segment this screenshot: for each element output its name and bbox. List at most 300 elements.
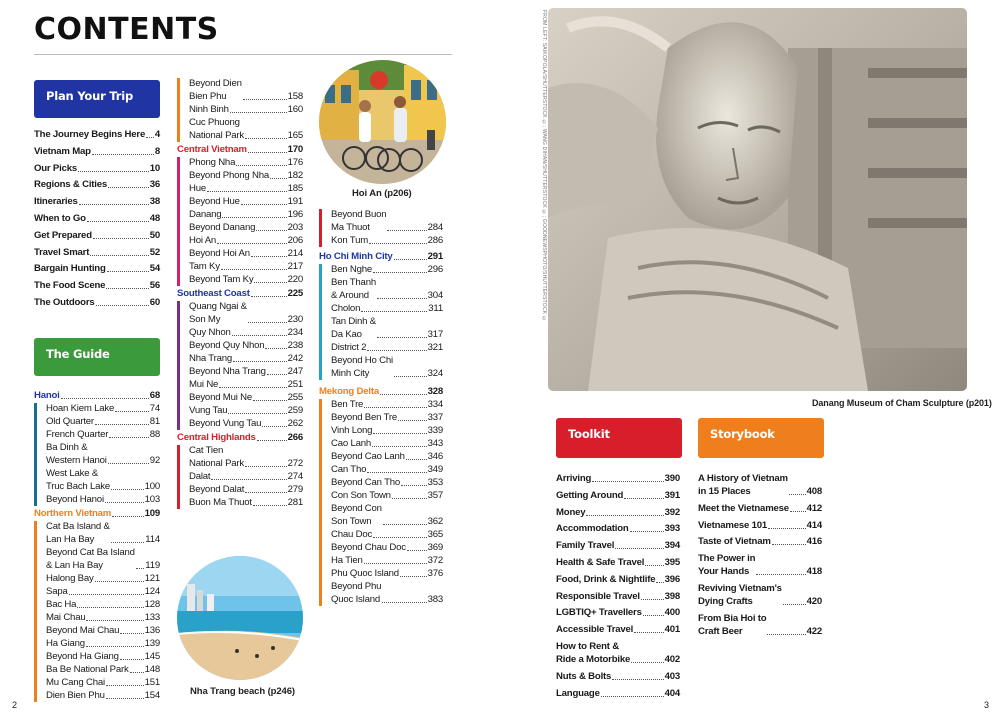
toc-entry-page: 8 (154, 145, 160, 157)
leader-dots (400, 576, 427, 577)
toc-entry (331, 424, 443, 437)
leader-dots (265, 348, 286, 349)
toc-entry (34, 195, 160, 208)
leader-dots (232, 335, 287, 336)
toc-entry-page: 349 (427, 464, 443, 475)
toc-entry-page: 182 (287, 170, 303, 181)
toc-entry-page: 343 (427, 438, 443, 449)
toc-entry-page: 372 (427, 555, 443, 566)
toc-entry-page: 74 (149, 403, 160, 414)
leader-dots (61, 398, 149, 399)
toc-entry-page: 230 (287, 314, 303, 325)
toc-entry (698, 472, 822, 498)
toc-entry-page: 114 (145, 534, 160, 545)
toc-entry-label: Beyond Nha Trang (189, 366, 266, 377)
photo-credit: FROM LEFT: SAIKOPOLA/SHUTTERSTOCK ©; WANG DIHAN/SHUTTERSTOCK ©; GOODNEWSPHOTO/SHUTTERSTOCK © (541, 10, 547, 322)
toc-entry (556, 522, 680, 535)
leader-dots (107, 271, 149, 272)
leader-dots (86, 646, 144, 647)
leader-dots (120, 659, 144, 660)
toc-entry-label: LGBTIQ+ Travellers (556, 607, 642, 619)
toc-entry (189, 326, 303, 339)
toc-entry-label: Mui Ne (189, 379, 219, 390)
toc-entry (556, 506, 680, 519)
toc-entry-page: 324 (427, 368, 443, 379)
toc-entry-page: 274 (287, 471, 303, 482)
leader-dots (254, 282, 286, 283)
toc-entry-label: Beyond Con Son Town (331, 503, 382, 527)
toc-entry-label: How to Rent & Ride a Motorbike (556, 641, 631, 665)
toc-entry-label: Quang Ngai & Son My (189, 301, 247, 325)
toc-entry-page: 160 (287, 104, 303, 115)
leader-dots (106, 698, 144, 699)
toc-entry (331, 476, 443, 489)
toc-entry (556, 573, 680, 586)
leader-dots (257, 440, 287, 441)
toc-entry (189, 391, 303, 404)
toc-entry-page: 398 (664, 590, 680, 602)
toc-entry (189, 156, 303, 169)
toc-entry (556, 670, 680, 683)
toc-entry-label: Vung Tau (189, 405, 228, 416)
toc-entry (189, 195, 303, 208)
nha-trang-photo (177, 556, 303, 680)
leader-dots (256, 230, 286, 231)
toc-entry (698, 552, 822, 578)
toc-entry-page: 317 (427, 329, 443, 340)
toc-entry-page: 145 (144, 651, 160, 662)
toc-entry (331, 276, 443, 302)
storybook-heading: Storybook (698, 418, 824, 458)
toc-entry-label: A History of Vietnam in 15 Places (698, 473, 788, 497)
toc-entry-page: 279 (287, 484, 303, 495)
toc-entry-page: 10 (149, 162, 160, 174)
leader-dots (92, 154, 154, 155)
toc-entry (331, 567, 443, 580)
leader-dots (382, 602, 426, 603)
leader-dots (377, 298, 427, 299)
toc-entry-page: 394 (664, 540, 680, 552)
left-page-number: 2 (12, 700, 18, 710)
toc-entry-label: Central Highlands (177, 432, 256, 443)
leader-dots (222, 217, 286, 218)
toc-entry-page: 304 (427, 290, 443, 301)
toc-entry-label: Ben Thanh & Around (331, 277, 376, 301)
toc-entry (331, 528, 443, 541)
toc-entry (34, 145, 160, 158)
leader-dots (656, 582, 663, 583)
toc-entry (189, 208, 303, 221)
toc-entry-label: Central Vietnam (177, 144, 247, 155)
toc-entry (698, 582, 822, 608)
toc-entry-page: 242 (287, 353, 303, 364)
toc-entry-page: 365 (427, 529, 443, 540)
toc-entry-page: 402 (664, 654, 680, 665)
leader-dots (248, 322, 287, 323)
leader-dots (109, 437, 148, 438)
toc-entry (189, 116, 303, 142)
toc-entry-page: 60 (149, 297, 160, 308)
toc-entry (189, 352, 303, 365)
toc-entry-page: 396 (664, 573, 680, 585)
leader-dots (772, 544, 806, 545)
leader-dots (586, 515, 663, 516)
leader-dots (219, 387, 286, 388)
toc-entry-label: Tam Ky (189, 261, 220, 272)
cham-sculpture-icon (548, 8, 967, 391)
nha-trang-beach-icon (177, 556, 303, 680)
toc-entry-label: Arriving (556, 473, 592, 484)
toc-entry-label: The Journey Begins Here (34, 129, 146, 140)
toc-entry-label: Beyond Dalat (189, 484, 245, 495)
toc-entry (46, 467, 160, 493)
toc-entry-label: The Outdoors (34, 297, 95, 308)
nha-trang-caption: Nha Trang beach (p246) (190, 686, 295, 697)
toc-entry (556, 489, 680, 502)
toc-entry-page: 50 (149, 229, 160, 241)
toc-entry-page: 403 (664, 670, 680, 682)
toc-entry (189, 483, 303, 496)
toc-entry (189, 339, 303, 352)
toc-entry (189, 273, 303, 286)
toc-entry-label: Cat Ba Island & Lan Ha Bay (46, 521, 110, 545)
leader-dots (406, 459, 427, 460)
toc-entry-label: Beyond Dien Bien Phu (189, 78, 242, 102)
toc-entry-page: 262 (287, 418, 303, 429)
toc-entry-page: 234 (287, 327, 303, 338)
region-heading (177, 287, 303, 300)
toc-entry-label: Travel Smart (34, 246, 90, 258)
toc-entry-label: Beyond Phong Nha (189, 170, 270, 181)
toc-entry-page: 203 (287, 222, 303, 233)
toc-entry-label: Beyond Mai Chau (46, 625, 120, 636)
toc-entry-page: 109 (144, 508, 160, 519)
toc-entry-label: Mekong Delta (319, 386, 379, 397)
toc-entry-page: 48 (149, 213, 160, 224)
toc-entry-page: 337 (427, 412, 443, 423)
leader-dots (105, 502, 144, 503)
toc-entry-label: From Bia Hoi to Craft Beer (698, 612, 767, 637)
toc-entry (698, 519, 822, 532)
toc-entry (331, 411, 443, 424)
toc-entry-page: 119 (145, 560, 160, 571)
toc-entry-label: Con Son Town (331, 490, 391, 501)
leader-dots (394, 259, 427, 260)
leader-dots (106, 288, 148, 289)
leader-dots (86, 620, 143, 621)
leader-dots (364, 407, 426, 408)
toc-entry-label: Beyond Hoi An (189, 248, 250, 259)
toc-entry-page: 238 (287, 340, 303, 351)
leader-dots (211, 479, 286, 480)
toc-entry (189, 470, 303, 483)
leader-dots (243, 99, 287, 100)
leader-dots (217, 243, 287, 244)
toc-entry-page: 92 (149, 455, 160, 466)
toc-entry-page: 284 (427, 222, 443, 233)
leader-dots (112, 516, 143, 517)
toc-entry (331, 398, 443, 411)
toc-entry-label: Responsible Travel (556, 590, 640, 602)
toc-entry (331, 315, 443, 341)
toc-entry (331, 354, 443, 380)
toc-entry-page: 311 (428, 303, 443, 314)
toc-entry-page: 128 (144, 599, 160, 610)
toc-entry-page: 362 (427, 516, 443, 527)
leader-dots (601, 696, 664, 697)
toc-entry (46, 585, 160, 598)
toc-entry-page: 400 (664, 607, 680, 619)
toc-entry-page: 103 (144, 494, 160, 505)
toc-entry (46, 676, 160, 689)
toc-entry-page: 176 (287, 157, 303, 168)
toc-entry (46, 428, 160, 441)
leader-dots (245, 466, 287, 467)
toc-entry (698, 502, 822, 515)
leader-dots (111, 542, 145, 543)
toc-entry (189, 365, 303, 378)
toc-entry (556, 640, 680, 666)
toc-entry-label: Dien Bien Phu (46, 690, 105, 701)
toc-entry-label: Hoan Kiem Lake (46, 403, 115, 414)
toc-entry-page: 191 (287, 196, 303, 207)
leader-dots (592, 481, 663, 482)
toc-entry-page: 54 (149, 263, 160, 275)
leader-dots (87, 221, 149, 222)
region-color-bar (319, 399, 322, 606)
leader-dots (228, 413, 286, 414)
toc-entry-label: Danang (189, 209, 222, 220)
toc-entry (34, 279, 160, 292)
leader-dots (641, 599, 664, 600)
toc-entry (556, 472, 680, 485)
toc-entry-page: 148 (144, 664, 160, 675)
toc-entry (698, 535, 822, 548)
toc-entry (46, 493, 160, 506)
toc-entry-page: 88 (149, 429, 160, 440)
leader-dots (95, 581, 144, 582)
toc-entry (331, 437, 443, 450)
toc-entry-page: 56 (149, 280, 160, 292)
toc-entry-page: 422 (806, 625, 822, 637)
toc-entry (46, 663, 160, 676)
leader-dots (108, 463, 149, 464)
toc-entry-label: Money (556, 506, 586, 518)
toc-entry-label: French Quarter (46, 429, 109, 440)
toc-entry-page: 170 (287, 144, 303, 155)
toc-entry-page: 393 (664, 523, 680, 535)
toc-entry-label: Ba Dinh & Western Hanoi (46, 442, 107, 466)
leader-dots (767, 634, 805, 635)
leader-dots (383, 524, 427, 525)
toc-entry-label: Itineraries (34, 196, 78, 208)
toc-entry-label: Health & Safe Travel (556, 557, 645, 568)
leader-dots (630, 531, 664, 532)
toc-entry (556, 687, 680, 700)
toc-entry (331, 580, 443, 606)
toc-entry (189, 169, 303, 182)
leader-dots (789, 494, 806, 495)
leader-dots (367, 350, 426, 351)
leader-dots (90, 255, 149, 256)
toc-entry-label: Our Picks (34, 162, 77, 174)
region-heading (34, 507, 160, 520)
toc-entry (331, 450, 443, 463)
leader-dots (253, 505, 287, 506)
region-color-bar (319, 264, 322, 380)
leader-dots (387, 230, 426, 231)
toc-entry-page: 369 (427, 542, 443, 553)
toc-entry (331, 489, 443, 502)
leader-dots (756, 574, 805, 575)
leader-dots (631, 662, 663, 663)
toc-entry-label: Can Tho (331, 464, 367, 475)
toc-entry-label: Old Quarter (46, 416, 94, 427)
toc-entry (34, 162, 160, 175)
toc-entry-label: When to Go (34, 213, 86, 224)
toc-entry-page: 414 (806, 519, 822, 531)
toc-entry-label: Nha Trang (189, 353, 232, 364)
toc-entry (189, 260, 303, 273)
toc-entry-label: Beyond Cao Lanh (331, 451, 405, 462)
leader-dots (270, 178, 287, 179)
toc-entry (34, 246, 160, 259)
toc-entry-page: 165 (287, 130, 303, 141)
leader-dots (262, 426, 286, 427)
leader-dots (394, 376, 427, 377)
toc-entry (556, 590, 680, 603)
toc-entry (34, 262, 160, 275)
toc-entry-page: 136 (144, 625, 160, 636)
toc-entry-label: Beyond Ho Chi Minh City (331, 355, 393, 379)
toc-entry-label: Hanoi (34, 390, 60, 401)
leader-dots (367, 472, 426, 473)
toc-entry-label: Language (556, 687, 600, 699)
toc-entry (34, 296, 160, 309)
toc-entry (46, 624, 160, 637)
toc-entry-page: 328 (427, 386, 443, 397)
toc-entry-label: Buon Ma Thuot (189, 497, 252, 508)
region-heading (319, 250, 443, 263)
leader-dots (69, 594, 144, 595)
toc-entry-page: 376 (427, 568, 443, 579)
toc-entry (46, 598, 160, 611)
the-guide-heading: The Guide (34, 338, 160, 376)
leader-dots (361, 311, 427, 312)
toc-entry-page: 353 (427, 477, 443, 488)
leader-dots (146, 137, 154, 138)
leader-dots (615, 548, 663, 549)
region-color-bar (34, 521, 37, 702)
toc-entry-label: West Lake & Truc Bach Lake (46, 468, 111, 492)
toc-entry (331, 502, 443, 528)
toc-entry-page: 266 (287, 432, 303, 443)
toc-entry-page: 339 (427, 425, 443, 436)
toc-entry-page: 68 (149, 390, 160, 401)
right-page-number: 3 (984, 700, 990, 710)
toc-entry (189, 417, 303, 430)
toc-entry-label: Ben Tre (331, 399, 364, 410)
leader-dots (768, 528, 806, 529)
cham-sculpture-photo (548, 8, 967, 391)
toc-entry-label: The Food Scene (34, 280, 106, 292)
toc-entry-page: 100 (144, 481, 160, 492)
toc-entry (556, 539, 680, 552)
toc-entry-page: 395 (664, 557, 680, 568)
toc-entry-page: 418 (806, 566, 822, 578)
toc-entry-label: Beyond Hanoi (46, 494, 104, 505)
toc-entry (698, 612, 822, 638)
toc-entry (34, 128, 160, 141)
toc-entry-page: 321 (427, 342, 443, 353)
toc-entry-label: Mai Chau (46, 612, 86, 623)
toc-entry (34, 229, 160, 242)
leader-dots (115, 411, 149, 412)
toc-entry-page: 296 (427, 264, 443, 275)
toc-entry-page: 133 (144, 612, 160, 623)
toc-entry (189, 444, 303, 470)
leader-dots (230, 112, 287, 113)
toc-entry-label: Beyond Cat Ba Island & Lan Ha Bay (46, 547, 135, 571)
toc-entry (34, 212, 160, 225)
toc-entry-page: 390 (664, 473, 680, 484)
toc-entry-label: Halong Bay (46, 573, 94, 584)
toc-entry-label: Beyond Danang (189, 222, 256, 233)
leader-dots (372, 446, 427, 447)
toc-entry (189, 103, 303, 116)
leader-dots (207, 191, 287, 192)
toc-entry-page: 420 (806, 596, 822, 607)
leader-dots (267, 374, 287, 375)
plan-your-trip-heading: Plan Your Trip (34, 80, 160, 118)
toc-entry-label: Hoi An (189, 235, 217, 246)
toc-entry-label: Ninh Binh (189, 104, 229, 115)
toc-entry-label: Vinh Long (331, 425, 373, 436)
leader-dots (253, 400, 287, 401)
toc-entry-label: Hue (189, 183, 206, 194)
toc-entry-label: Cholon (331, 303, 361, 314)
toc-entry (46, 402, 160, 415)
toc-entry-label: Bac Ha (46, 599, 77, 610)
toc-entry-label: Sapa (46, 586, 68, 597)
toc-entry (46, 520, 160, 546)
toc-entry (46, 415, 160, 428)
toc-entry (189, 221, 303, 234)
toc-entry (46, 572, 160, 585)
toc-entry (189, 247, 303, 260)
toc-entry (331, 463, 443, 476)
toc-entry-label: Cao Lanh (331, 438, 372, 449)
toc-entry-label: Kon Tum (331, 235, 368, 246)
toc-entry-label: Food, Drink & Nightlife (556, 573, 656, 585)
toc-entry-page: 391 (664, 489, 680, 501)
toc-entry-label: Beyond Vung Tau (189, 418, 262, 429)
toc-entry (331, 302, 443, 315)
leader-dots (248, 152, 287, 153)
leader-dots (251, 256, 287, 257)
toc-entry-page: 259 (287, 405, 303, 416)
leader-dots (245, 492, 286, 493)
leader-dots (95, 424, 149, 425)
toc-entry-page: 121 (144, 573, 160, 584)
hoi-an-caption: Hoi An (p206) (352, 188, 412, 199)
toc-entry (331, 208, 443, 234)
toc-entry-label: Ha Giang (46, 638, 85, 649)
toc-entry (189, 300, 303, 326)
toc-entry (46, 546, 160, 572)
leader-dots (96, 305, 149, 306)
toc-entry-page: 281 (287, 497, 303, 508)
